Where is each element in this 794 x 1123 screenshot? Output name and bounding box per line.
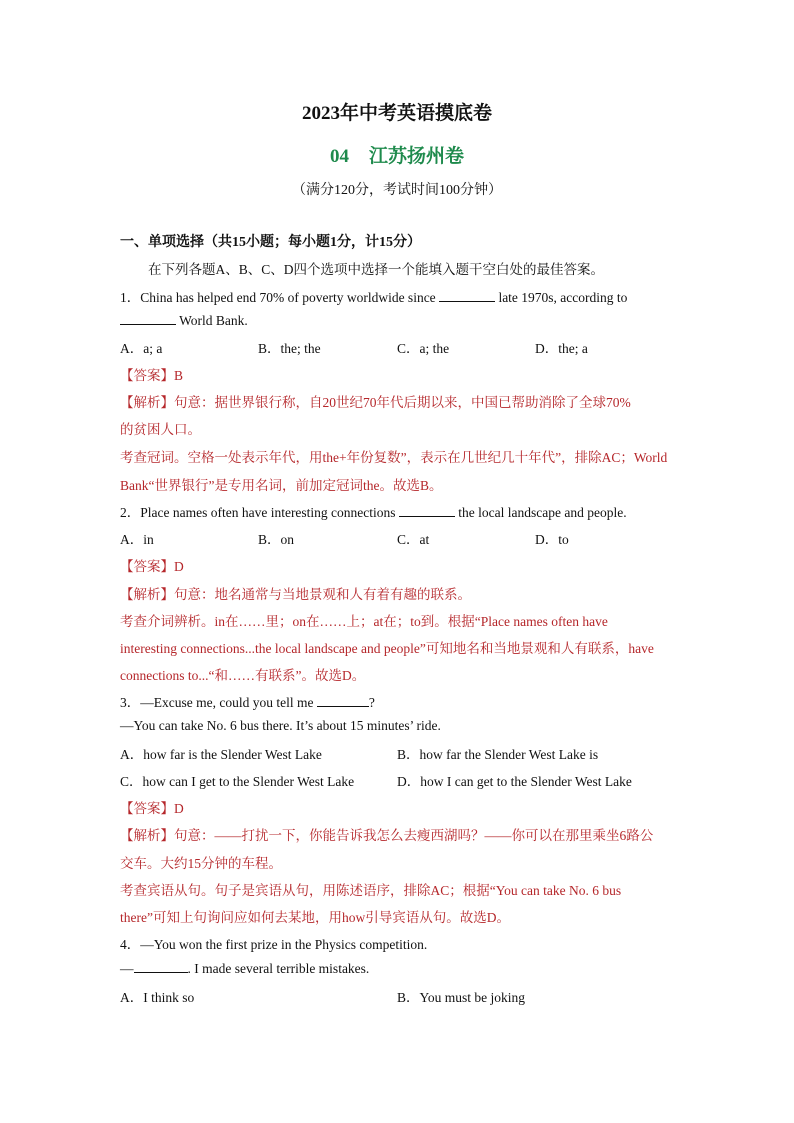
q3-answer (120, 797, 680, 817)
q2-answer-tag: 【答案】 (120, 559, 174, 574)
q1-analysis-line3: 考查冠词。空格一处表示年代，用the+年份复数”，表示在几世纪几十年代”，排除AC；World (120, 450, 668, 465)
q3-answer-tag: 【答案】 (120, 801, 174, 816)
q1-answer-value: B (174, 368, 184, 383)
q3-analysis-text1: 句意：——打扰一下，你能告诉我怎么去瘦西湖吗？——你可以在那里乘坐6路公 (174, 828, 654, 843)
q2-analysis-line4: connections to...“和……有联系”。故选D。 (120, 668, 366, 683)
q1-analysis-line4: Bank“世界银行”是专用名词，前加定冠词the。故选B。 (120, 478, 443, 493)
section-instruction: 在下列各题A、B、C、D四个选项中选择一个能填入题干空白处的最佳答案。 (148, 262, 605, 277)
q3-analysis-line4: there”可知上句询问应如何去某地，用how引导宾语从句。故选D。 (120, 910, 510, 925)
q2-answer (120, 555, 680, 575)
q2-analysis-line1 (120, 583, 680, 603)
q3-option-b: B．how far the Slender West Lake is (397, 747, 599, 762)
q3-option-c: C．how can I get to the Slender West Lake (120, 774, 355, 789)
q2-analysis-tag: 【解析】 (120, 587, 174, 602)
q2-stem-a: 2．Place names often have interesting connections (120, 505, 396, 520)
q1-stem-a: 1．China has helped end 70% of poverty worldwide since (120, 290, 436, 305)
q2-option-c: C．at (397, 532, 430, 547)
q3-analysis-tag: 【解析】 (120, 828, 174, 843)
q4-stem-line2 (120, 960, 680, 977)
q3-stem-line1 (120, 691, 680, 711)
q1-option-a: A．a; a (120, 341, 163, 356)
q2-option-a: A．in (120, 532, 154, 547)
q3-answer-value: D (174, 801, 184, 816)
q2-stem-line1 (120, 501, 680, 521)
q3-stem-a: 3．—Excuse me, could you tell me (120, 695, 314, 710)
q3-analysis-line3: 考查宾语从句。句子是宾语从句，用陈述语序，排除AC；根据“You can take No. 6 bus (120, 883, 622, 898)
q2-answer-value: D (174, 559, 184, 574)
q2-option-d: D．to (535, 532, 569, 547)
q1-option-d: D．the; a (535, 341, 588, 356)
q2-analysis-line2: 考查介词辨析。in在……里；on在……上；at在；to到。根据“Place names often have (120, 614, 608, 629)
q3-option-d: D．how I can get to the Slender West Lake (397, 774, 632, 789)
exam-meta: （满分120分，考试时间100分钟） (292, 183, 502, 198)
q3-blank (317, 694, 369, 707)
q2-blank (399, 504, 455, 517)
q1-stem-b: late 1970s, according to (498, 290, 628, 305)
exam-number: 04 (329, 146, 349, 167)
q1-answer-tag: 【答案】 (120, 368, 174, 383)
q1-blank-1 (439, 289, 495, 302)
q1-analysis-tag: 【解析】 (120, 395, 174, 410)
q3-stem-line2: —You can take No. 6 bus there. It’s about 15 minutes’ ride. (120, 718, 441, 733)
exam-subtitle (0, 141, 794, 168)
q4-option-a: A．I think so (120, 990, 195, 1005)
q3-option-a: A．how far is the Slender West Lake (120, 747, 322, 762)
q1-stem-line2 (120, 312, 680, 329)
q4-dash: — (120, 961, 134, 976)
q3-stem-b: ? (368, 695, 375, 710)
exam-region: 江苏扬州卷 (368, 146, 464, 167)
q2-analysis-line3: interesting connections...the local landscape and people”可知地名和当地景观和人有联系，have (120, 641, 654, 656)
q1-answer (120, 364, 680, 384)
section-heading: 一、单项选择（共15小题；每小题1分，计15分） (120, 235, 421, 250)
q1-stem-c: World Bank. (179, 313, 248, 328)
q1-option-b: B．the; the (258, 341, 321, 356)
q2-option-b: B．on (258, 532, 295, 547)
q1-option-c: C．a; the (397, 341, 450, 356)
q1-blank-2 (120, 312, 176, 325)
q2-stem-b: the local landscape and people. (458, 505, 627, 520)
q4-stem-b: . I made several terrible mistakes. (187, 961, 370, 976)
q1-stem-line1 (120, 286, 680, 306)
q4-blank (134, 960, 188, 973)
q1-analysis-text1: 句意：据世界银行称，自20世纪70年代后期以来，中国已帮助消除了全球70% (174, 395, 631, 410)
q4-stem-line1: 4．—You won the first prize in the Physics competition. (120, 937, 428, 952)
page-title: 2023年中考英语摸底卷 (301, 103, 492, 124)
q2-analysis-text1: 句意：地名通常与当地景观和人有着有趣的联系。 (174, 587, 471, 602)
q3-analysis-line2: 交车。大约15分钟的车程。 (120, 856, 282, 871)
q3-analysis-line1 (120, 824, 680, 844)
q1-analysis-line1 (120, 391, 680, 411)
q4-option-b: B．You must be joking (397, 990, 526, 1005)
q1-analysis-line2: 的贫困人口。 (120, 422, 201, 437)
